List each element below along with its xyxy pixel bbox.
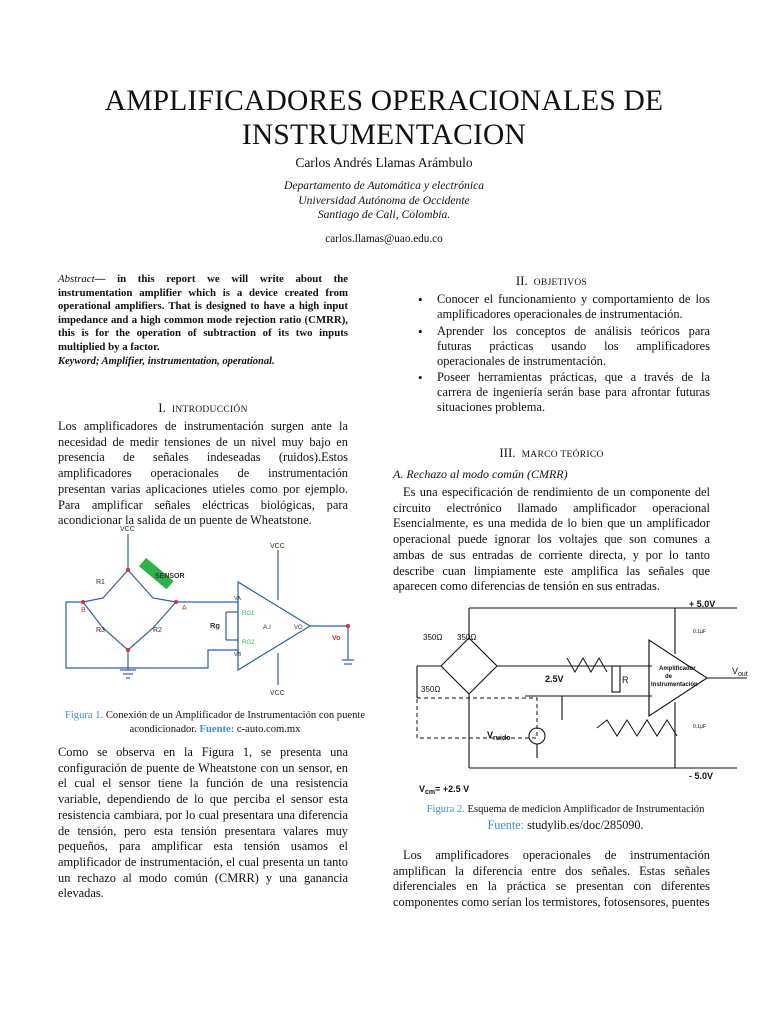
figure-2-source-line (393, 818, 738, 833)
cap-label-top: 0.1µF (693, 629, 706, 635)
rg1-label: RG1 (242, 611, 255, 617)
affiliation-dept: Departamento de Automática y electrónica (283, 179, 485, 192)
title-line-1: AMPLIFICADORES OPERACIONALES DE (104, 85, 664, 117)
rg2-label: RG2 (242, 640, 255, 646)
figure-2-caption (393, 803, 738, 817)
vo-label: VO (294, 625, 303, 631)
author: Carlos Andrés Llamas Arámbulo (295, 155, 473, 170)
paper-title (0, 84, 768, 152)
figure-2-label: Figura 2. (426, 804, 465, 815)
figure-2-source-label: Fuente: (487, 818, 525, 832)
section-heading-objetivos (393, 273, 710, 289)
node-b-label: B (81, 607, 86, 614)
abstract (58, 273, 348, 355)
figure-1-label: Figura 1. (64, 710, 104, 721)
affiliation-city: Santiago de Cali, Colombia. (317, 208, 451, 221)
r1-label: R1 (96, 579, 105, 586)
author-email: carlos.llamas@uao.edu.co (325, 233, 443, 245)
r350-label-3: 350Ω (421, 685, 441, 694)
amp-label-3: Instrumentación (651, 682, 698, 688)
title-line-2: INSTRUMENTACION (241, 119, 527, 151)
va-label: VA (234, 596, 241, 602)
vruido-label: $V_{ruido}$ (487, 730, 511, 742)
rg-label: R (622, 675, 629, 685)
vcc-label-bottom: VCC (270, 690, 285, 697)
vcc-label: VCC (120, 526, 135, 533)
section-number: I. (158, 400, 166, 415)
node-a-label: A (182, 605, 187, 612)
objective-item: • Conocer el funcionamiento y comportamiento de los amplificadores operacionales de instrumentación. (414, 292, 710, 322)
v25-label: 2.5V (545, 674, 564, 684)
vout-label: $V_{out}$ (732, 666, 748, 678)
figure-1-caption-text: Conexión de un Amplificador de Instrumentación con puente acondicionador. (105, 710, 366, 735)
section-number: II. (515, 273, 528, 288)
section-number: III. (499, 445, 516, 460)
figure-1-circuit (58, 520, 358, 700)
figure-2-source: studylib.es/doc/285090. (527, 818, 644, 832)
r350-label-2: 350Ω (457, 633, 477, 642)
vb-label: VB (234, 652, 242, 658)
intro-paragraph-1: Los amplificadores de instrumentación surgen ante la necesidad de medir tensiones de un nivel muy bajo en presencia de señales indeseadas (ruidos).Estos amplificadores operacionales de instrumentación presentan varias aplicaciones utieles como por ejemplo. Para amplificar señales eléctricas biológicas, para acondicionar la salida de un puente de Wheatstone. (58, 419, 348, 528)
section-title: OBJETIVOS (533, 278, 588, 288)
figure-1-caption (58, 709, 372, 736)
sensor-label: SENSOR (155, 573, 185, 580)
affiliation-univ: Universidad Autónoma de Occidente (298, 193, 470, 207)
cap-label-bottom: 0.1µF (693, 724, 706, 730)
rg-label: Rg (210, 621, 220, 630)
amp-label-2: de (665, 674, 673, 680)
vcc-label-amp: VCC (270, 543, 285, 550)
figure-1-source-label: Fuente: (199, 723, 235, 735)
marco-paragraph-2: Los amplificadores operacionales de instrumentación amplifican la diferencia entre dos señales. Estas señales diferenciales en la práctica se presentan con diferentes componentes como serían los termistores, fotosensores, puentes (393, 848, 710, 910)
section-title: INTRODUCCIÓN (171, 405, 248, 415)
abstract-label: Abstract (58, 273, 95, 285)
subsection-cmrr: A. Rechazo al modo común (CMRR) (393, 467, 568, 481)
vout-label: Vo (332, 635, 341, 642)
amp-label: A.I (263, 624, 271, 631)
section-title: MARCO TEÓRICO (521, 450, 604, 460)
intro-paragraph-2: Como se observa en la Figura 1, se presenta una configuración de puente de Wheatstone con un sensor, en el cual el sensor tiene la función de una resistencia variable, dependiendo de lo que perciba el sensor esta resistencia cambiara, por lo cual presentara una diferencia de tensión, pero esta tensión presentara valares muy pequeños, para amplificar esta tensión usamos el amplificador de instrumentación, el cual presenta un tanto un rechazo al modo común (CMRR) y una ganancia elevadas. (58, 745, 348, 901)
vplus-label: + 5.0V (689, 599, 716, 609)
keywords: Keyword; Amplifier, instrumentation, operational. (58, 356, 275, 367)
figure-1-source: c-auto.com.mx (236, 723, 301, 735)
vcm-label: $V_{cm}= +2.5$ V (419, 784, 470, 796)
abstract-text: — in this report we will write about the instrumentation amplifier which is a device created from operational amplifiers. That is designed to have a high input impedance and a high common mode rejection ratio (CMRR), this is for the operation of subtraction of its two inputs multiplied by a factor. (58, 273, 348, 353)
section-heading-marco (393, 445, 710, 461)
section-heading-intro (58, 400, 348, 416)
vminus-label: - 5.0V (689, 771, 714, 781)
r2-label: R2 (153, 627, 162, 634)
marco-paragraph-1: Es una especificación de rendimiento de un componente del circuito electrónico llamado amplificador operacional Esencialmente, es una medida de lo bien que un amplificador operacional puede ignorar los voltajes que son comunes a ambas de sus entradas de corriente directa, y por lo tanto describe cuan limpiamente este amplifica las señales que aparecen como diferencias de tensión en sus entradas. (393, 485, 710, 594)
objective-item: • Aprender los conceptos de análisis teóricos para futuras prácticas usando los amplificadores operacionales de instrumentación. (414, 324, 710, 369)
amp-label-1: Amplificador (659, 666, 696, 672)
figure-2-caption-text: Esquema de medicion Amplificador de Instrumentación (467, 804, 705, 815)
objectives-list (414, 292, 710, 417)
objective-item: • Poseer herramientas prácticas, que a través de la carrera de ingeniería serán base para afrontar futuras situaciones problema. (414, 370, 710, 415)
affiliation (0, 179, 768, 223)
figure-2-circuit (407, 598, 752, 798)
r350-label-1: 350Ω (423, 633, 443, 642)
r3-label: R3 (96, 627, 105, 634)
